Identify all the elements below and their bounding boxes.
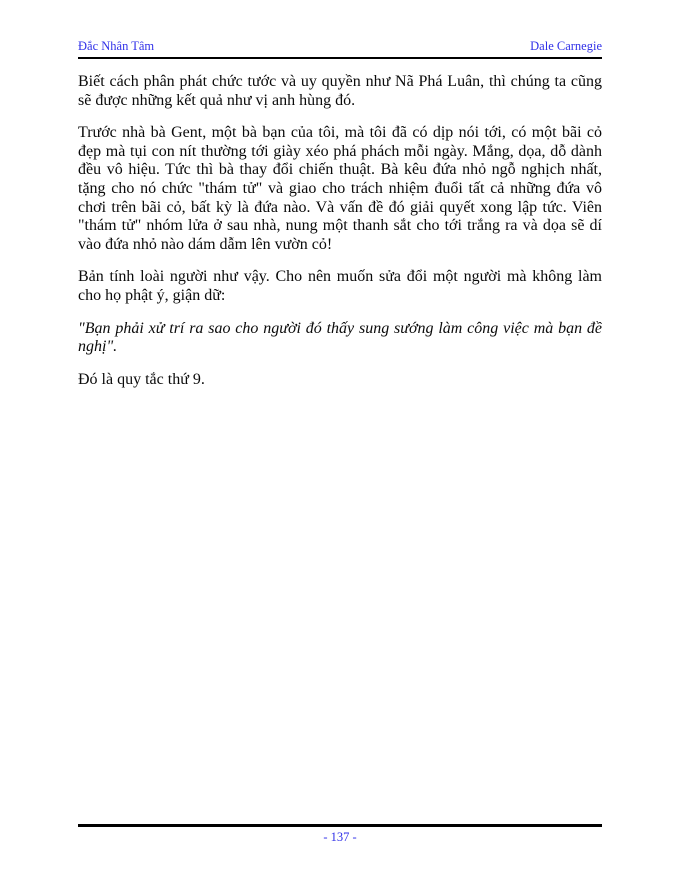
paragraph-2: Trước nhà bà Gent, một bà bạn của tôi, mà tôi đã có dịp nói tới, có một bãi cỏ đẹp mà tụi con nít thường tới giày xéo phá phách mỗi ngày. Mắng, dọa, dỗ dành đều vô hiệu. Tức thì bà thay đổi chiến thuật. Bà kêu đứa nhỏ ngỗ nghịch nhất, tặng cho nó chức "thám tử" và giao cho trách nhiệm đuổi tất cả những đứa vô chơi trên bãi cỏ, bất kỳ là đứa nào. Và vấn đề đó giải quyết xong lập tức. Viên "thám tử" nhóm lửa ở sau nhà, nung một thanh sắt cho tới trắng ra và dọa sẽ dí vào đứa nhỏ nào dám dẫm lên vườn cỏ! [78,124,602,253]
header-author-name: Dale Carnegie [530,39,602,53]
footer-rule [78,824,602,827]
paragraph-5: Đó là quy tắc thứ 9. [78,370,205,388]
header-book-title: Đắc Nhân Tâm [78,39,155,53]
page-number: - 137 - [323,830,357,844]
page-footer [78,824,602,844]
paragraph-4: "Bạn phải xử trí ra sao cho người đó thấy sung sướng làm công việc mà bạn đề nghị". [78,319,602,356]
paragraph-3: Bản tính loài người như vậy. Cho nên muốn sửa đổi một người mà không làm cho họ phật ý, giận dữ: [78,268,602,304]
header-rule [78,57,602,59]
page-body [78,73,602,403]
header-row [78,39,602,53]
page-header [78,39,602,59]
paragraph-1: Biết cách phân phát chức tước và uy quyền như Nã Phá Luân, thì chúng ta cũng sẽ được những kết quả như vị anh hùng đó. [78,73,602,109]
